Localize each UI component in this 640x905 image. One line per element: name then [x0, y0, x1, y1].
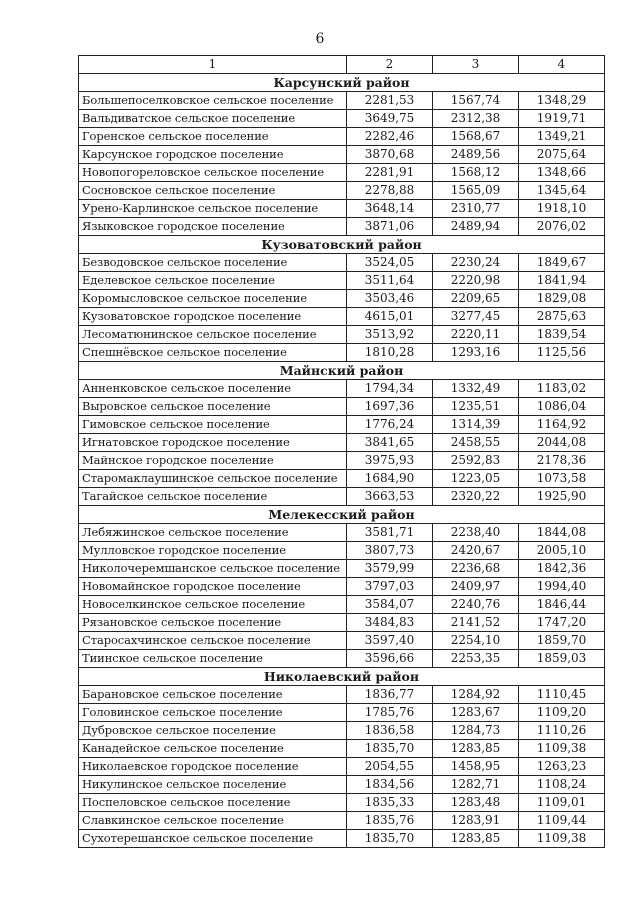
settlement-name-cell: Сухотерешанское сельское поселение: [79, 830, 347, 848]
table-row: [79, 614, 605, 632]
value-cell-col-3: 2409,97: [433, 578, 519, 596]
value-cell-col-3: 1314,39: [433, 416, 519, 434]
value-cell-col-3: 2312,38: [433, 110, 519, 128]
value-cell-col-3: 2220,98: [433, 272, 519, 290]
value-cell-col-2: 3511,64: [347, 272, 433, 290]
value-cell-col-2: 1834,56: [347, 776, 433, 794]
value-cell-col-2: 3663,53: [347, 488, 433, 506]
value-cell-col-3: 1223,05: [433, 470, 519, 488]
table-row: [79, 686, 605, 704]
value-cell-col-4: 1918,10: [519, 200, 605, 218]
settlement-name-cell: Новомайнское городское поселение: [79, 578, 347, 596]
value-cell-col-4: 1925,90: [519, 488, 605, 506]
table-row: [79, 542, 605, 560]
table-row: [79, 164, 605, 182]
table-row: [79, 758, 605, 776]
value-cell-col-4: 1859,70: [519, 632, 605, 650]
settlement-name-cell: Лебяжинское сельское поселение: [79, 524, 347, 542]
value-cell-col-2: 1684,90: [347, 470, 433, 488]
value-cell-col-4: 1125,56: [519, 344, 605, 362]
value-cell-col-3: 1282,71: [433, 776, 519, 794]
value-cell-col-3: 1284,92: [433, 686, 519, 704]
settlement-name-cell: Поспеловское сельское поселение: [79, 794, 347, 812]
value-cell-col-4: 1349,21: [519, 128, 605, 146]
value-cell-col-4: 1183,02: [519, 380, 605, 398]
value-cell-col-3: 2253,35: [433, 650, 519, 668]
settlement-name-cell: Лесоматюнинское сельское поселение: [79, 326, 347, 344]
value-cell-col-3: 2254,10: [433, 632, 519, 650]
settlement-name-cell: Кузоватовское городское поселение: [79, 308, 347, 326]
value-cell-col-4: 2044,08: [519, 434, 605, 452]
settlement-name-cell: Рязановское сельское поселение: [79, 614, 347, 632]
value-cell-col-4: 1829,08: [519, 290, 605, 308]
value-cell-col-3: 2230,24: [433, 254, 519, 272]
column-header-2: 2: [347, 56, 433, 74]
value-cell-col-3: 1283,67: [433, 704, 519, 722]
settlement-name-cell: Выровское сельское поселение: [79, 398, 347, 416]
settlement-name-cell: Николаевское городское поселение: [79, 758, 347, 776]
value-cell-col-4: 1846,44: [519, 596, 605, 614]
table-row: [79, 452, 605, 470]
table-row: [79, 92, 605, 110]
settlement-name-cell: Игнатовское городское поселение: [79, 434, 347, 452]
value-cell-col-2: 3871,06: [347, 218, 433, 236]
table-row: [79, 650, 605, 668]
value-cell-col-4: 1994,40: [519, 578, 605, 596]
district-header-row: [79, 236, 605, 254]
value-cell-col-4: 1839,54: [519, 326, 605, 344]
value-cell-col-2: 2282,46: [347, 128, 433, 146]
settlement-name-cell: Тагайское сельское поселение: [79, 488, 347, 506]
table-row: [79, 128, 605, 146]
settlement-name-cell: Никулинское сельское поселение: [79, 776, 347, 794]
value-cell-col-2: 3503,46: [347, 290, 433, 308]
table-row: [79, 200, 605, 218]
settlement-name-cell: Канадейское сельское поселение: [79, 740, 347, 758]
settlement-name-cell: Безводовское сельское поселение: [79, 254, 347, 272]
table-row: [79, 722, 605, 740]
settlement-name-cell: Новоселкинское сельское поселение: [79, 596, 347, 614]
table-body: [79, 74, 605, 848]
table-row: [79, 632, 605, 650]
value-cell-col-4: 1108,24: [519, 776, 605, 794]
table-row: [79, 596, 605, 614]
value-cell-col-3: 1283,85: [433, 830, 519, 848]
value-cell-col-4: 1859,03: [519, 650, 605, 668]
value-cell-col-3: 1293,16: [433, 344, 519, 362]
value-cell-col-3: 1283,85: [433, 740, 519, 758]
value-cell-col-3: 1567,74: [433, 92, 519, 110]
district-name: Майнский район: [79, 362, 605, 380]
table-row: [79, 218, 605, 236]
value-cell-col-3: 1568,12: [433, 164, 519, 182]
value-cell-col-2: 1835,76: [347, 812, 433, 830]
settlement-name-cell: Тиинское сельское поселение: [79, 650, 347, 668]
value-cell-col-4: 2005,10: [519, 542, 605, 560]
value-cell-col-2: 1776,24: [347, 416, 433, 434]
value-cell-col-2: 1697,36: [347, 398, 433, 416]
settlement-name-cell: Урено-Карлинское сельское поселение: [79, 200, 347, 218]
value-cell-col-4: 1849,67: [519, 254, 605, 272]
value-cell-col-3: 2592,83: [433, 452, 519, 470]
value-cell-col-2: 3513,92: [347, 326, 433, 344]
column-header-3: 3: [433, 56, 519, 74]
value-cell-col-2: 2281,91: [347, 164, 433, 182]
value-cell-col-2: 3484,83: [347, 614, 433, 632]
settlement-name-cell: Майнское городское поселение: [79, 452, 347, 470]
value-cell-col-4: 1747,20: [519, 614, 605, 632]
value-cell-col-2: 1836,77: [347, 686, 433, 704]
value-cell-col-4: 1073,58: [519, 470, 605, 488]
table-row: [79, 344, 605, 362]
table-row: [79, 794, 605, 812]
settlement-name-cell: Языковское городское поселение: [79, 218, 347, 236]
table-row: [79, 326, 605, 344]
value-cell-col-2: 3649,75: [347, 110, 433, 128]
value-cell-col-4: 1109,44: [519, 812, 605, 830]
value-cell-col-2: 3648,14: [347, 200, 433, 218]
value-cell-col-4: 1263,23: [519, 758, 605, 776]
table-row: [79, 308, 605, 326]
table-row: [79, 812, 605, 830]
value-cell-col-4: 1164,92: [519, 416, 605, 434]
table-row: [79, 578, 605, 596]
settlement-name-cell: Славкинское сельское поселение: [79, 812, 347, 830]
value-cell-col-4: 2178,36: [519, 452, 605, 470]
value-cell-col-4: 1109,38: [519, 740, 605, 758]
table-row: [79, 110, 605, 128]
table-row: [79, 290, 605, 308]
value-cell-col-3: 2220,11: [433, 326, 519, 344]
table-row: [79, 416, 605, 434]
tariff-table: [78, 55, 605, 848]
value-cell-col-2: 3581,71: [347, 524, 433, 542]
table-row: [79, 272, 605, 290]
value-cell-col-2: 3524,05: [347, 254, 433, 272]
value-cell-col-3: 1284,73: [433, 722, 519, 740]
value-cell-col-2: 1835,70: [347, 830, 433, 848]
value-cell-col-2: 1785,76: [347, 704, 433, 722]
value-cell-col-2: 3596,66: [347, 650, 433, 668]
value-cell-col-3: 2489,94: [433, 218, 519, 236]
table-row: [79, 380, 605, 398]
settlement-name-cell: Еделевское сельское поселение: [79, 272, 347, 290]
district-header-row: [79, 74, 605, 92]
settlement-name-cell: Анненковское сельское поселение: [79, 380, 347, 398]
value-cell-col-3: 2310,77: [433, 200, 519, 218]
column-header-1: 1: [79, 56, 347, 74]
settlement-name-cell: Коромысловское сельское поселение: [79, 290, 347, 308]
column-header-4: 4: [519, 56, 605, 74]
value-cell-col-4: 1109,01: [519, 794, 605, 812]
value-cell-col-4: 1844,08: [519, 524, 605, 542]
value-cell-col-4: 1109,20: [519, 704, 605, 722]
value-cell-col-2: 1794,34: [347, 380, 433, 398]
district-header-row: [79, 668, 605, 686]
value-cell-col-2: 3841,65: [347, 434, 433, 452]
value-cell-col-4: 1842,36: [519, 560, 605, 578]
value-cell-col-4: 1919,71: [519, 110, 605, 128]
settlement-name-cell: Гимовское сельское поселение: [79, 416, 347, 434]
value-cell-col-3: 2236,68: [433, 560, 519, 578]
settlement-name-cell: Барановское сельское поселение: [79, 686, 347, 704]
table-row: [79, 488, 605, 506]
value-cell-col-4: 1348,29: [519, 92, 605, 110]
value-cell-col-4: 1345,64: [519, 182, 605, 200]
value-cell-col-2: 3807,73: [347, 542, 433, 560]
settlement-name-cell: Головинское сельское поселение: [79, 704, 347, 722]
value-cell-col-2: 1835,33: [347, 794, 433, 812]
table-row: [79, 146, 605, 164]
value-cell-col-3: 1458,95: [433, 758, 519, 776]
value-cell-col-2: 3584,07: [347, 596, 433, 614]
district-name: Мелекесский район: [79, 506, 605, 524]
table-row: [79, 182, 605, 200]
value-cell-col-3: 1332,49: [433, 380, 519, 398]
district-header-row: [79, 506, 605, 524]
value-cell-col-4: 1109,38: [519, 830, 605, 848]
settlement-name-cell: Сосновское сельское поселение: [79, 182, 347, 200]
table-row: [79, 434, 605, 452]
settlement-name-cell: Старосахчинское сельское поселение: [79, 632, 347, 650]
table-row: [79, 704, 605, 722]
column-header-row: [79, 56, 605, 74]
value-cell-col-2: 1810,28: [347, 344, 433, 362]
value-cell-col-3: 2240,76: [433, 596, 519, 614]
value-cell-col-3: 2489,56: [433, 146, 519, 164]
page-number: 6: [315, 31, 325, 47]
value-cell-col-3: 2141,52: [433, 614, 519, 632]
table-row: [79, 398, 605, 416]
settlement-name-cell: Вальдиватское сельское поселение: [79, 110, 347, 128]
value-cell-col-3: 1235,51: [433, 398, 519, 416]
settlement-name-cell: Старомаклаушинское сельское поселение: [79, 470, 347, 488]
district-name: Николаевский район: [79, 668, 605, 686]
table-row: [79, 830, 605, 848]
value-cell-col-2: 2278,88: [347, 182, 433, 200]
value-cell-col-4: 1110,26: [519, 722, 605, 740]
settlement-name-cell: Николочеремшанское сельское поселение: [79, 560, 347, 578]
settlement-name-cell: Новопогореловское сельское поселение: [79, 164, 347, 182]
value-cell-col-4: 1110,45: [519, 686, 605, 704]
value-cell-col-3: 1565,09: [433, 182, 519, 200]
value-cell-col-4: 1086,04: [519, 398, 605, 416]
value-cell-col-4: 2075,64: [519, 146, 605, 164]
district-header-row: [79, 362, 605, 380]
value-cell-col-2: 2281,53: [347, 92, 433, 110]
value-cell-col-2: 4615,01: [347, 308, 433, 326]
table-row: [79, 776, 605, 794]
value-cell-col-3: 1568,67: [433, 128, 519, 146]
settlement-name-cell: Горенское сельское поселение: [79, 128, 347, 146]
value-cell-col-4: 2076,02: [519, 218, 605, 236]
table-row: [79, 740, 605, 758]
settlement-name-cell: Мулловское городское поселение: [79, 542, 347, 560]
value-cell-col-2: 3597,40: [347, 632, 433, 650]
value-cell-col-2: 1835,70: [347, 740, 433, 758]
table-row: [79, 254, 605, 272]
value-cell-col-2: 2054,55: [347, 758, 433, 776]
table-row: [79, 470, 605, 488]
settlement-name-cell: Спешнёвское сельское поселение: [79, 344, 347, 362]
district-name: Кузоватовский район: [79, 236, 605, 254]
value-cell-col-2: 3797,03: [347, 578, 433, 596]
settlement-name-cell: Большепоселковское сельское поселение: [79, 92, 347, 110]
value-cell-col-3: 1283,91: [433, 812, 519, 830]
value-cell-col-2: 1836,58: [347, 722, 433, 740]
table-row: [79, 560, 605, 578]
settlement-name-cell: Дубровское сельское поселение: [79, 722, 347, 740]
table-row: [79, 524, 605, 542]
value-cell-col-2: 3975,93: [347, 452, 433, 470]
value-cell-col-3: 2420,67: [433, 542, 519, 560]
value-cell-col-3: 3277,45: [433, 308, 519, 326]
value-cell-col-3: 2320,22: [433, 488, 519, 506]
value-cell-col-2: 3579,99: [347, 560, 433, 578]
value-cell-col-4: 2875,63: [519, 308, 605, 326]
settlement-name-cell: Карсунское городское поселение: [79, 146, 347, 164]
value-cell-col-3: 2458,55: [433, 434, 519, 452]
value-cell-col-3: 1283,48: [433, 794, 519, 812]
value-cell-col-2: 3870,68: [347, 146, 433, 164]
value-cell-col-4: 1348,66: [519, 164, 605, 182]
value-cell-col-3: 2238,40: [433, 524, 519, 542]
district-name: Карсунский район: [79, 74, 605, 92]
value-cell-col-3: 2209,65: [433, 290, 519, 308]
value-cell-col-4: 1841,94: [519, 272, 605, 290]
